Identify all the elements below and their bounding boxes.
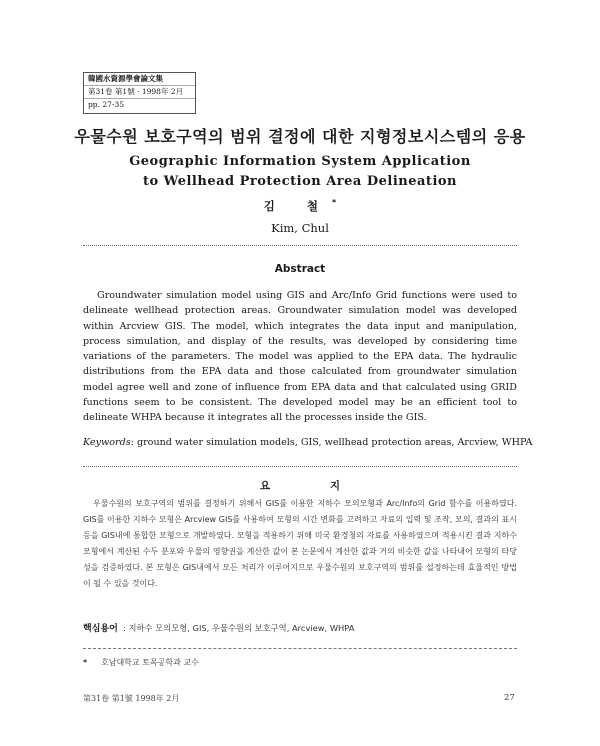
author-affiliation-footnote bbox=[83, 657, 199, 668]
journal-info-box bbox=[83, 72, 196, 114]
dotted-divider-middle bbox=[83, 466, 517, 467]
footnote-mark: * bbox=[83, 658, 88, 667]
abstract-body: Groundwater simulation model using GIS and Arc/Info Grid functions were used to delineate wellhead protection areas. Groundwater simulation model was developed within Arcview GIS. The model, which integrates the data input and manipulation, process simulation, and display of the results, was developed by considering time variations of the parameters. The model was applied to the EPA data. The hydraulic distributions from the EPA data and those calculated from groundwater simulation model agree well and zone of influence from EPA data and that calculated using GRID functions seem to be consistent. The developed model may be an efficient tool to delineate WHPA because it integrates all the processes inside the GIS. bbox=[83, 290, 517, 424]
korean-abstract-body: 우물수원의 보호구역의 범위를 결정하기 위해서 GIS를 이용한 지하수 모의모형과 Arc/Info의 Grid 함수를 이용하였다. GIS를 이용한 지하수 모형은 Arcview GIS를 사용하여 모형의 시간 변화를 고려하고 자료의 입력 및 조작, 모의, 결과의 표시 등을 GIS내에 통합한 모형으로 개발하였다. 모형을 적용하기 위해 미국 환경청의 자료를 사용하였으며 적용시킨 결과 지하수 모형에서 계산된 수두 분포와 우물의 영향권을 계산한 값이 본 논문에서 계산한 값과 거의 비슷한 값을 나타내어 모형의 타당성을 검증하였다. 본 모형은 GIS내에서 모든 처리가 이루어지므로 우물수원의 보호구역의 범위를 설정하는데 효율적인 방법이 될 수 있을 것이다. bbox=[83, 499, 517, 588]
keywords-label: Keywords bbox=[83, 437, 131, 448]
core-keywords-text: : 지하수 모의모형, GIS, 우물수원의 보호구역, Arcview, WHPA bbox=[123, 623, 355, 633]
keywords-text: : ground water simulation models, GIS, wellhead protection areas, Arcview, WHPA bbox=[130, 437, 533, 448]
core-keywords-label: 핵심용어 bbox=[83, 624, 118, 634]
journal-name: 韓國水資源學會論文集 bbox=[84, 73, 195, 86]
title-english-line-1: Geographic Information System Application bbox=[129, 154, 471, 169]
title-korean: 우물수원 보호구역의 범위 결정에 대한 지형정보시스템의 응용 bbox=[74, 127, 526, 146]
footer-page-number: 27 bbox=[504, 693, 515, 703]
journal-issue: 第31卷 第1號 · 1998年 2月 bbox=[84, 86, 195, 99]
journal-pages: pp. 27-35 bbox=[88, 100, 124, 109]
footnote-text: 호남대학교 토목공학과 교수 bbox=[101, 658, 199, 667]
title-english-line-2: to Wellhead Protection Area Delineation bbox=[142, 174, 458, 189]
dotted-divider-top bbox=[83, 245, 517, 246]
author-korean-name: 김 철 bbox=[263, 199, 333, 213]
korean-abstract-heading: 요 지 bbox=[260, 480, 368, 492]
author-korean bbox=[0, 198, 600, 214]
keywords-line bbox=[83, 437, 533, 448]
author-footnote-mark: * bbox=[332, 198, 337, 208]
footnote-divider bbox=[83, 648, 517, 649]
abstract-heading: Abstract bbox=[274, 263, 326, 275]
author-english: Kim, Chul bbox=[271, 221, 329, 235]
footer-issue: 第31卷 第1號 1998年 2月 bbox=[83, 694, 180, 703]
title-english bbox=[0, 152, 600, 192]
core-keywords-line bbox=[83, 621, 517, 634]
